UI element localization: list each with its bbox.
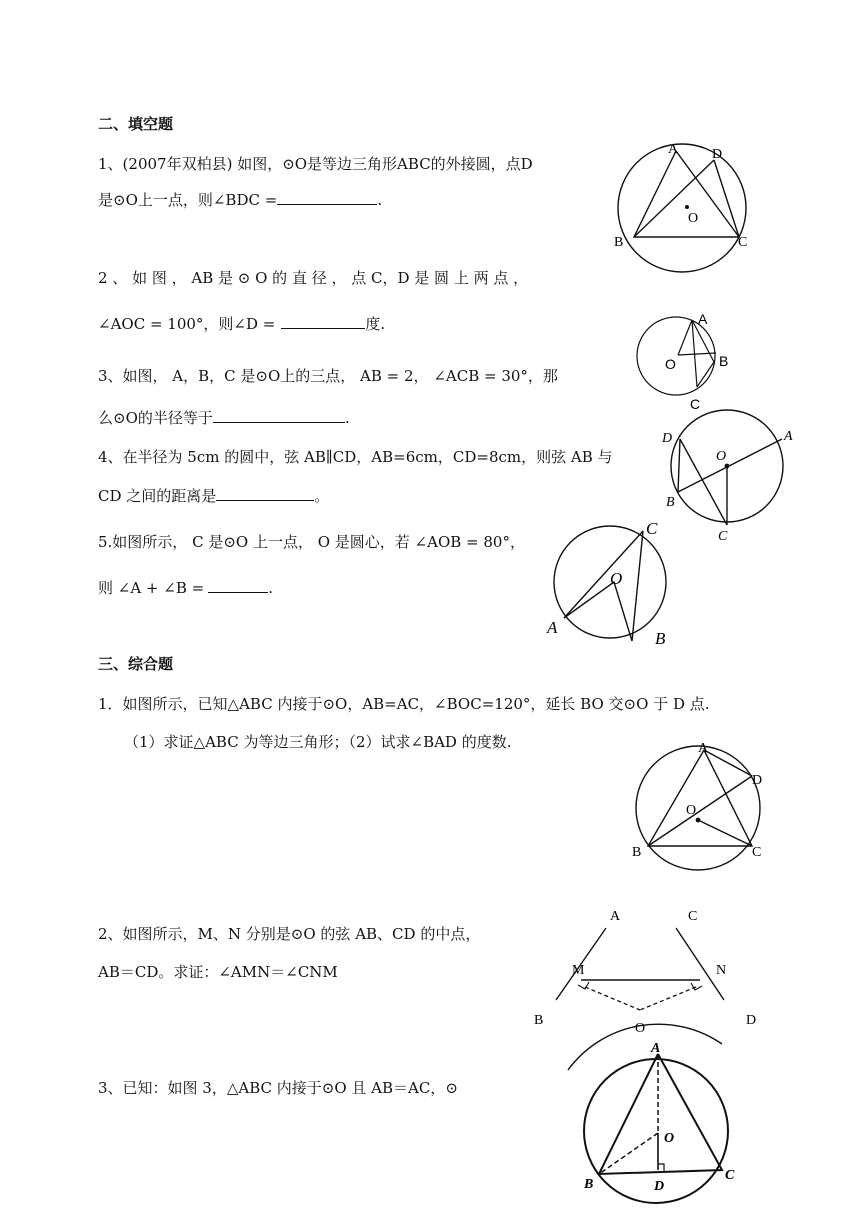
fig6-dash-om xyxy=(585,987,640,1010)
p1-line2: （1）求证△ABC 为等边三角形；（2）试求∠BAD 的度数. xyxy=(124,733,512,751)
fig3-label-o: O xyxy=(716,449,727,464)
fig4-angle-aob xyxy=(564,582,632,641)
fig6-label-b: B xyxy=(534,1013,544,1028)
fig3-center xyxy=(725,464,730,469)
section-heading-fill: 二、填空题 xyxy=(98,115,174,133)
fig6-label-a: A xyxy=(610,909,621,924)
fig5-label-d: D xyxy=(752,773,763,788)
fig7-label-d: D xyxy=(654,1179,665,1194)
fig4-label-a: A xyxy=(547,618,558,637)
q3-line2: 么⊙O的半径等于 . xyxy=(98,409,350,427)
fig7-label-a: A xyxy=(651,1041,661,1056)
q1-blank xyxy=(277,190,377,205)
fig5-label-c: C xyxy=(752,845,762,860)
fig2-label-o: O xyxy=(665,356,676,372)
p2-line2: AB＝CD。求证：∠AMN＝∠CNM xyxy=(98,963,338,981)
fig4-chord-ac xyxy=(564,531,643,618)
fig3-label-c: C xyxy=(718,529,728,544)
fig4-label-b: B xyxy=(655,629,666,648)
q1-line2: 是⊙O上一点，则∠BDC = . xyxy=(98,191,383,209)
q2-line2: ∠AOC = 100°，则∠D = 度. xyxy=(98,315,386,333)
fig1-label-a: A xyxy=(668,142,679,157)
fig7-label-c: C xyxy=(725,1168,735,1183)
fig3-label-b: B xyxy=(666,495,675,510)
q5-line1: 5.如图所示， C 是⊙O 上一点， O 是圆心，若 ∠AOB = 80°， xyxy=(98,533,525,551)
fig5-label-a: A xyxy=(698,741,709,756)
figure-q5 xyxy=(540,514,690,652)
fig2-label-c: C xyxy=(690,396,701,412)
q4-blank xyxy=(216,486,314,501)
q1-text: 是⊙O上一点，则∠BDC = xyxy=(98,191,278,209)
fig1-center xyxy=(685,205,689,209)
fig1-triangle xyxy=(634,151,739,237)
fig7-dash-ob xyxy=(599,1133,658,1174)
q4-line1: 4、在半径为 5cm 的圆中，弦 AB∥CD，AB=6cm，CD=8cm，则弦 AB 与 xyxy=(98,448,613,466)
q3-line1: 3、如图， A，B，C 是⊙O上的三点， AB = 2， ∠ACB = 30°，那 xyxy=(98,367,558,385)
fig3-chord-ab xyxy=(678,439,782,492)
fig3-label-d: D xyxy=(662,431,673,446)
fig6-label-c: C xyxy=(688,909,698,924)
fig4-chord-cb xyxy=(632,531,643,641)
fig2-line-4 xyxy=(697,362,714,387)
fig5-triangle xyxy=(648,750,752,846)
fig6-label-o: O xyxy=(635,1021,646,1036)
q5-blank xyxy=(208,578,268,593)
q2-blank xyxy=(281,314,365,329)
fig2-label-b: B xyxy=(719,353,729,369)
figure-p3 xyxy=(572,1040,768,1215)
figure-q2 xyxy=(628,308,738,412)
fig6-label-d: D xyxy=(746,1013,757,1028)
q4-line2: CD 之间的距离是 。 xyxy=(98,487,330,505)
fig7-label-b: B xyxy=(584,1177,594,1192)
p2-line1: 2、如图所示，M、N 分别是⊙O 的弦 AB、CD 的中点， xyxy=(98,925,481,943)
fig4-label-c: C xyxy=(646,519,658,538)
fig3-label-a: A xyxy=(784,429,793,444)
fig5-circle xyxy=(636,746,763,870)
fig5-center xyxy=(696,818,701,823)
figure-q1 xyxy=(600,136,770,276)
fig5-label-o: O xyxy=(686,803,697,818)
fig1-label-b: B xyxy=(614,235,624,250)
fig6-label-m: M xyxy=(572,963,585,978)
q5-line2: 则 ∠A + ∠B = . xyxy=(98,579,273,597)
fig5-label-b: B xyxy=(632,845,642,860)
fig2-line-1 xyxy=(678,320,692,355)
q2-line1: 2 、 如 图 ， AB 是 ⊙ O 的 直 径 ， 点 C，D 是 圆 上 两 点 ， xyxy=(98,269,529,287)
fig1-chord-db xyxy=(634,160,714,237)
section-heading-comprehensive: 三、综合题 xyxy=(98,655,174,673)
fig6-label-n: N xyxy=(716,963,727,978)
fig6-dash-on xyxy=(640,987,696,1010)
fig2-circle xyxy=(637,317,715,395)
fig1-label-d: D xyxy=(712,147,723,162)
fig1-circle xyxy=(618,144,746,272)
figure-p1 xyxy=(620,738,780,874)
q1-line1: 1、(2007年双柏县) 如图，⊙O是等边三角形ABC的外接圆，点D xyxy=(98,155,533,173)
fig4-label-o: O xyxy=(610,569,623,588)
q3-blank xyxy=(213,408,345,423)
p1-line1: 1．如图所示，已知△ABC 内接于⊙O，AB=AC，∠BOC=120°，延长 BO 交⊙O 于 D 点. xyxy=(98,695,710,713)
fig7-right-angle xyxy=(658,1164,664,1171)
fig3-chord-db xyxy=(678,439,680,492)
fig7-label-o: O xyxy=(664,1131,675,1146)
fig5-line-bd xyxy=(648,776,752,846)
fig7-triangle xyxy=(599,1054,722,1174)
fig2-label-a: A xyxy=(698,311,708,327)
fig5-radius-oc xyxy=(698,820,752,846)
p3-line1: 3、已知：如图 3，△ABC 内接于⊙O 且 AB＝AC，⊙ xyxy=(98,1079,458,1097)
fig1-label-c: C xyxy=(738,235,748,250)
fig1-label-o: O xyxy=(688,211,699,226)
